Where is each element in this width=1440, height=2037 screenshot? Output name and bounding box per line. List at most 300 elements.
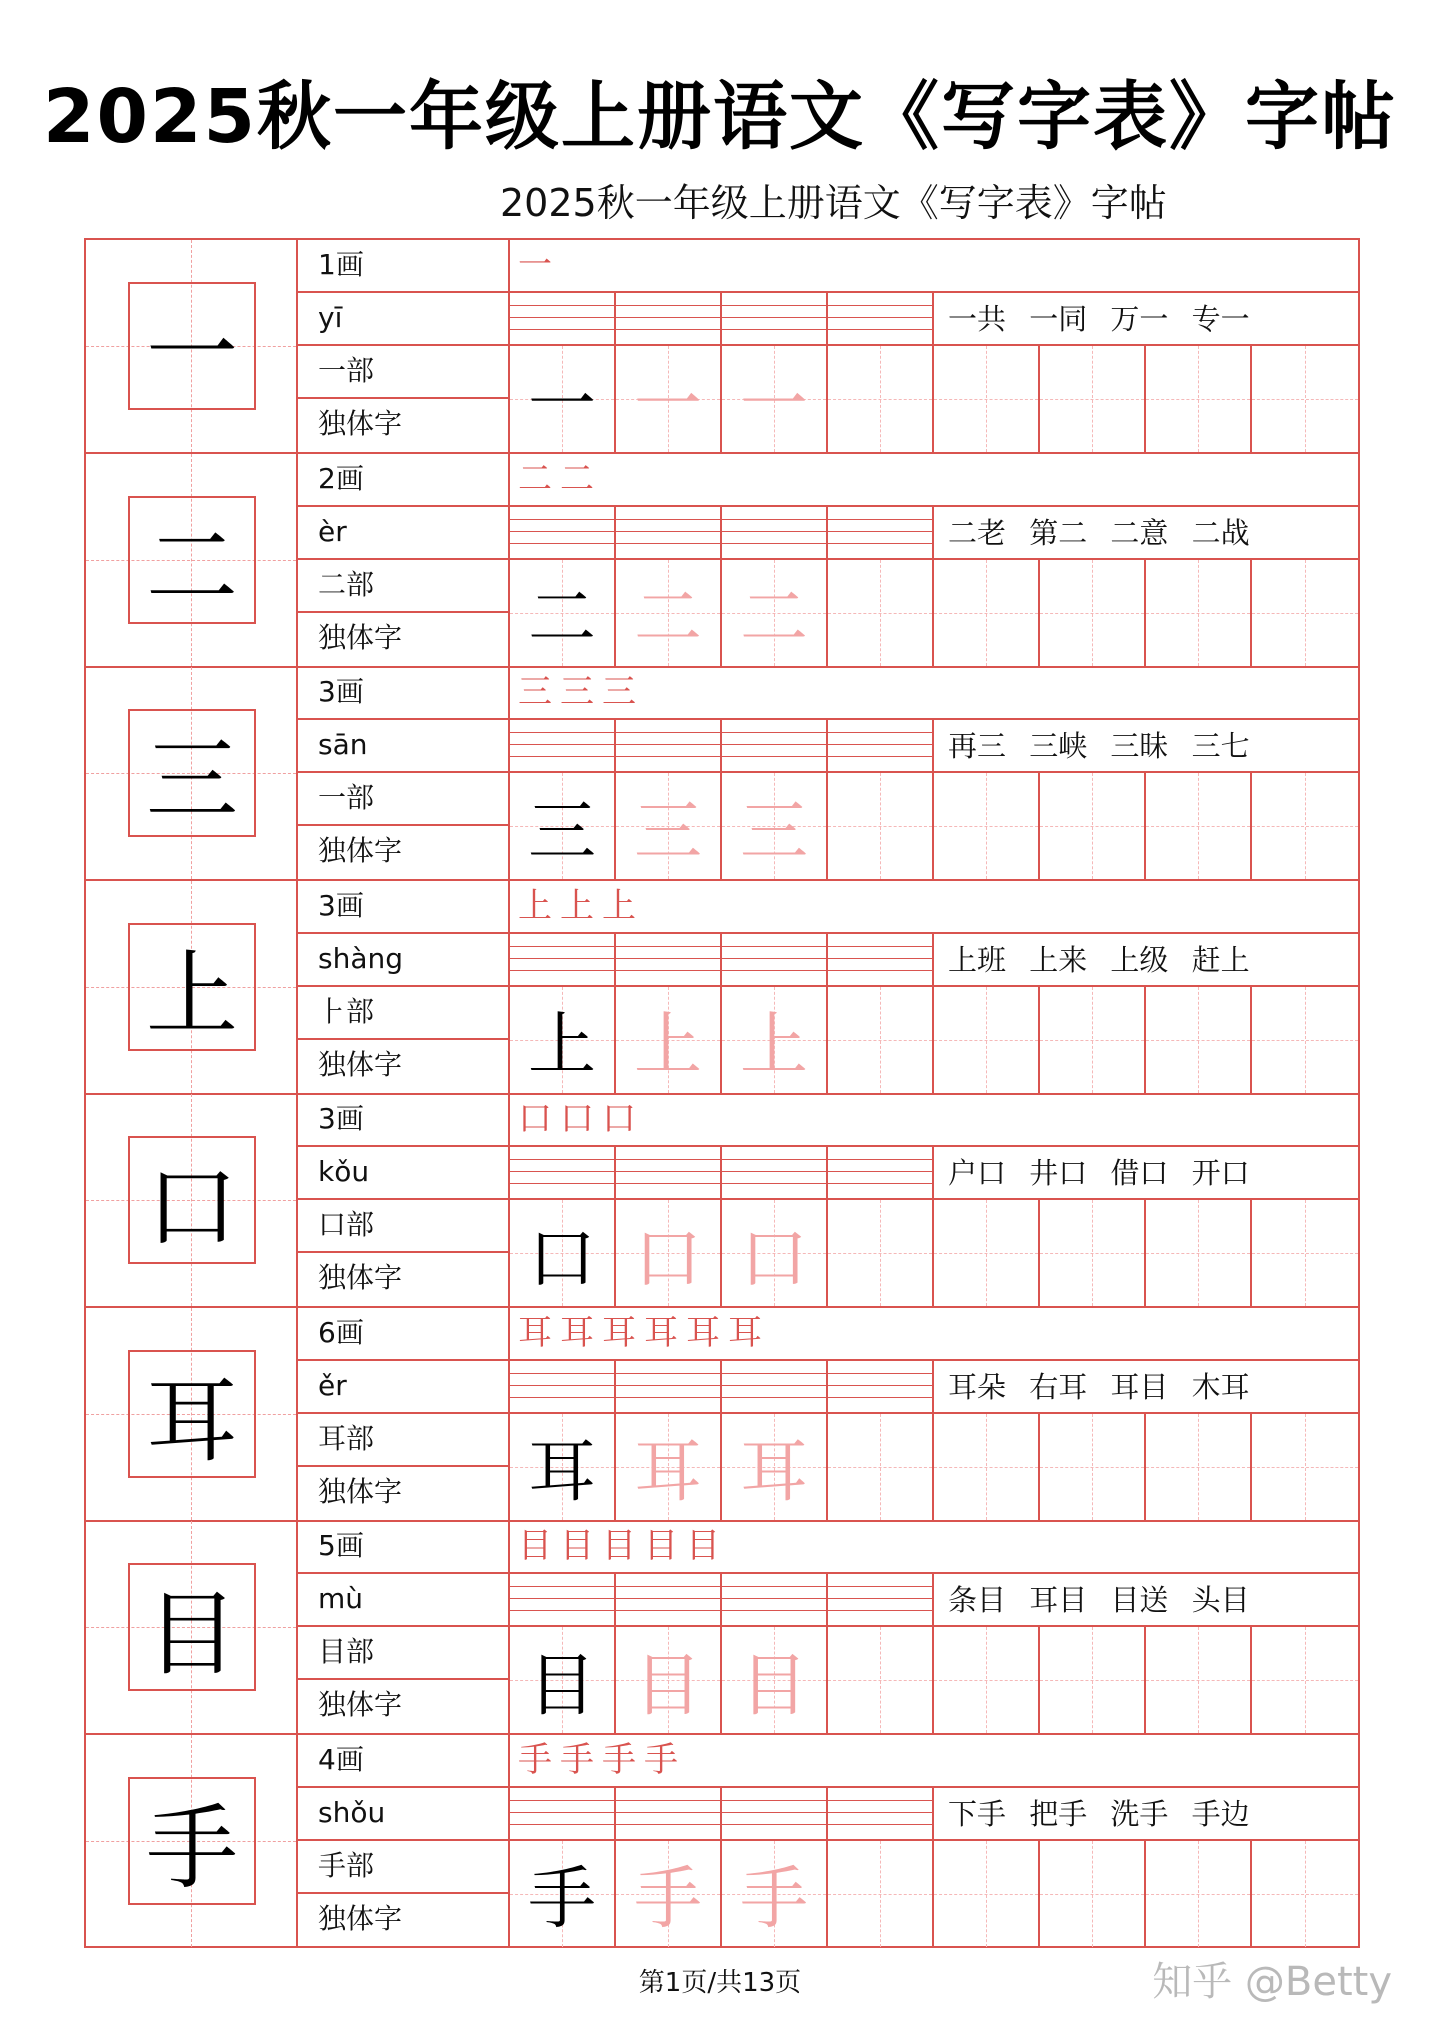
guide-line-v <box>1305 1627 1306 1733</box>
pinyin-line <box>828 317 932 318</box>
guide-line-v <box>880 773 881 879</box>
pinyin-line <box>510 1171 614 1172</box>
pinyin-cell[interactable] <box>828 1361 934 1412</box>
trace-char: 三 <box>633 792 702 872</box>
guide-line-v <box>880 1627 881 1733</box>
practice-cell[interactable] <box>828 560 934 666</box>
trace-char: 手 <box>633 1860 702 1939</box>
practice-cell[interactable] <box>510 1841 616 1947</box>
stroke-order: 三三三 <box>510 667 1358 720</box>
practice-cells <box>510 1200 1358 1306</box>
guide-line-v <box>1198 560 1199 666</box>
guide-line-v <box>1198 1414 1199 1520</box>
pinyin-line <box>510 1159 614 1160</box>
practice-cell[interactable] <box>616 987 722 1093</box>
guide-line-v <box>986 1200 987 1306</box>
pinyin-cell[interactable] <box>510 1788 616 1839</box>
stroke-order: 手手手手 <box>510 1735 1358 1788</box>
pinyin-line <box>722 732 826 733</box>
pinyin-cell[interactable] <box>616 720 722 771</box>
practice-cells <box>510 773 1358 879</box>
pinyin-cell[interactable] <box>616 1574 722 1625</box>
guide-line-v <box>986 346 987 452</box>
practice-cell[interactable] <box>1146 1627 1252 1733</box>
practice-cell[interactable] <box>934 1841 1040 1947</box>
pinyin-line <box>828 1586 932 1587</box>
pinyin-line <box>722 970 826 971</box>
pinyin-cell[interactable] <box>722 293 828 344</box>
stroke-order: 目目目目目 <box>510 1521 1358 1574</box>
pinyin-line <box>722 1183 826 1184</box>
model-char: 二 <box>527 579 596 658</box>
pinyin-line <box>828 1800 932 1801</box>
pinyin-line <box>828 946 932 947</box>
main-char: 三 <box>128 709 256 837</box>
page-counter: 第1页/共13页 <box>638 1968 802 1998</box>
trace-char: 口 <box>633 1219 702 1299</box>
guide-line-v <box>986 1627 987 1733</box>
trace-char: 耳 <box>739 1433 808 1512</box>
pinyin-cell[interactable] <box>510 720 616 771</box>
guide-line-v <box>1092 773 1093 879</box>
trace-char: 手 <box>739 1860 808 1939</box>
main-char: 上 <box>128 923 256 1051</box>
pinyin-writing-grid[interactable] <box>510 1361 934 1414</box>
pinyin-line <box>722 329 826 330</box>
pinyin-line <box>510 1385 614 1386</box>
practice-cell[interactable] <box>510 1414 616 1520</box>
pinyin-line <box>828 329 932 330</box>
pinyin-cell[interactable] <box>722 1147 828 1198</box>
pinyin-writing-grid[interactable] <box>510 1574 934 1627</box>
practice-cell[interactable] <box>934 560 1040 666</box>
practice-cell[interactable] <box>828 773 934 879</box>
pinyin-line <box>510 329 614 330</box>
guide-line-v <box>1305 560 1306 666</box>
pinyin-line <box>510 519 614 520</box>
main-char-cell <box>86 240 298 452</box>
model-char: 口 <box>527 1219 596 1299</box>
pinyin-cell[interactable] <box>722 507 828 558</box>
pinyin-line <box>510 1800 614 1801</box>
pinyin-cell[interactable] <box>616 1361 722 1412</box>
practice-cells <box>510 560 1358 666</box>
practice-cells <box>510 346 1358 452</box>
trace-char: 上 <box>633 1006 702 1085</box>
pinyin-line <box>616 1385 720 1386</box>
practice-cell[interactable] <box>510 1200 616 1306</box>
guide-line-v <box>1305 773 1306 879</box>
practice-cell[interactable] <box>934 1200 1040 1306</box>
trace-char: 一 <box>739 365 808 445</box>
practice-cell[interactable] <box>1146 1841 1252 1947</box>
trace-char: 上 <box>739 1006 808 1085</box>
pinyin-cell[interactable] <box>828 1147 934 1198</box>
char-info <box>298 1308 510 1520</box>
main-char: 二 <box>128 496 256 624</box>
practice-cell[interactable] <box>1040 987 1146 1093</box>
guide-line-v <box>880 1841 881 1947</box>
pinyin-line <box>510 756 614 757</box>
practice-cell[interactable] <box>1146 987 1252 1093</box>
char-row <box>86 1521 1358 1735</box>
practice-cell[interactable] <box>934 1414 1040 1520</box>
guide-line-v <box>1092 1414 1093 1520</box>
pinyin-cell[interactable] <box>828 1574 934 1625</box>
practice-cell[interactable] <box>1146 1414 1252 1520</box>
char-row <box>86 1735 1358 1949</box>
trace-char: 二 <box>633 579 702 658</box>
guide-line-v <box>986 1841 987 1947</box>
practice-cell[interactable] <box>722 346 828 452</box>
model-char: 三 <box>527 792 596 872</box>
pinyin-line <box>722 543 826 544</box>
trace-char: 一 <box>633 365 702 445</box>
pinyin-writing-grid[interactable] <box>510 507 934 560</box>
pinyin-line <box>828 1159 932 1160</box>
structure: 独体字 <box>318 1688 403 1721</box>
pinyin-line <box>722 1397 826 1398</box>
practice-cell[interactable] <box>1252 1414 1358 1520</box>
char-row <box>86 1308 1358 1522</box>
pinyin: kǒu <box>298 1147 508 1200</box>
guide-line-v <box>1198 1841 1199 1947</box>
main-char: 手 <box>128 1777 256 1905</box>
pinyin-line <box>616 1159 720 1160</box>
practice-cell[interactable] <box>1252 1200 1358 1306</box>
watermark: 知乎 @Betty <box>1152 1959 1392 2005</box>
practice-cell[interactable] <box>1146 346 1252 452</box>
pinyin-cell[interactable] <box>722 1361 828 1412</box>
practice-cells <box>510 1841 1358 1947</box>
practice-cell[interactable] <box>510 346 616 452</box>
pinyin-line <box>616 1397 720 1398</box>
pinyin-cell[interactable] <box>722 934 828 985</box>
stroke-order: 耳耳耳耳耳耳 <box>510 1308 1358 1361</box>
example-words: 二老 第二 二意 二战 <box>934 507 1358 560</box>
pinyin-line <box>616 1824 720 1825</box>
practice-cell[interactable] <box>1040 346 1146 452</box>
stroke-order: 口口口 <box>510 1094 1358 1147</box>
pinyin: shàng <box>298 934 508 987</box>
pinyin-line <box>722 1598 826 1599</box>
pinyin-line <box>510 732 614 733</box>
pinyin-cell[interactable] <box>616 293 722 344</box>
radical: 一部 <box>298 346 508 399</box>
pinyin-writing-grid[interactable] <box>510 1147 934 1200</box>
char-row <box>86 454 1358 668</box>
pinyin-line <box>722 317 826 318</box>
guide-line-v <box>986 773 987 879</box>
pinyin-line <box>616 732 720 733</box>
stroke-count: 6画 <box>298 1308 508 1361</box>
main-char-cell <box>86 1521 298 1733</box>
practice-cell[interactable] <box>1252 1841 1358 1947</box>
pinyin-line <box>616 317 720 318</box>
pinyin-line <box>616 958 720 959</box>
guide-line-v <box>986 560 987 666</box>
practice-cell[interactable] <box>1040 560 1146 666</box>
practice-cell[interactable] <box>616 346 722 452</box>
trace-char: 口 <box>739 1219 808 1299</box>
pinyin-line <box>722 1171 826 1172</box>
pinyin-line <box>616 1800 720 1801</box>
practice-cell[interactable] <box>510 773 616 879</box>
practice-cell[interactable] <box>828 1841 934 1947</box>
pinyin-line <box>510 958 614 959</box>
pinyin-writing-grid[interactable] <box>510 934 934 987</box>
practice-cell[interactable] <box>934 987 1040 1093</box>
guide-line-v <box>1198 987 1199 1093</box>
guide-line-v <box>1305 1200 1306 1306</box>
pinyin-line <box>722 756 826 757</box>
char-info <box>298 1094 510 1306</box>
radical: 一部 <box>298 773 508 826</box>
practice-cell[interactable] <box>722 1841 828 1947</box>
pinyin-line <box>828 531 932 532</box>
practice-cell[interactable] <box>616 1414 722 1520</box>
pinyin-line <box>828 305 932 306</box>
practice-cells <box>510 1627 1358 1733</box>
pinyin-line <box>828 1812 932 1813</box>
radical: 口部 <box>298 1200 508 1253</box>
pinyin-line <box>828 1373 932 1374</box>
char-row <box>86 881 1358 1095</box>
pinyin: sān <box>298 720 508 773</box>
practice-cell[interactable] <box>828 987 934 1093</box>
pinyin-line <box>722 1586 826 1587</box>
guide-line-v <box>1092 1200 1093 1306</box>
practice-cell[interactable] <box>828 1627 934 1733</box>
pinyin-line <box>616 1610 720 1611</box>
stroke-count: 2画 <box>298 454 508 507</box>
practice-cell[interactable] <box>1252 346 1358 452</box>
practice-cell[interactable] <box>828 1200 934 1306</box>
guide-line-v <box>1092 1627 1093 1733</box>
example-words: 一共 一同 万一 专一 <box>934 293 1358 346</box>
radical: 手部 <box>298 1841 508 1894</box>
practice-cell[interactable] <box>616 1627 722 1733</box>
stroke-count: 1画 <box>298 240 508 293</box>
main-char-cell <box>86 1094 298 1306</box>
pinyin-writing-grid[interactable] <box>510 720 934 773</box>
pinyin: yī <box>298 293 508 346</box>
pinyin-cell[interactable] <box>828 507 934 558</box>
model-char: 手 <box>527 1860 596 1939</box>
practice-cell[interactable] <box>934 346 1040 452</box>
practice-cell[interactable] <box>1252 560 1358 666</box>
practice-cell[interactable] <box>1040 1841 1146 1947</box>
practice-cell[interactable] <box>722 560 828 666</box>
structure: 独体字 <box>318 620 403 654</box>
guide-line-v <box>880 1414 881 1520</box>
pinyin-cell[interactable] <box>510 1574 616 1625</box>
practice-cell[interactable] <box>616 773 722 879</box>
char-info <box>298 667 510 879</box>
pinyin-line <box>828 970 932 971</box>
pinyin-line <box>828 1598 932 1599</box>
pinyin-line <box>616 305 720 306</box>
pinyin-line <box>828 1171 932 1172</box>
model-char: 上 <box>527 1006 596 1085</box>
pinyin-cell[interactable] <box>722 1788 828 1839</box>
practice-cell[interactable] <box>510 987 616 1093</box>
main-char: 目 <box>128 1563 256 1691</box>
pinyin-line <box>616 1812 720 1813</box>
structure: 独体字 <box>318 1901 403 1935</box>
pinyin-line <box>722 305 826 306</box>
example-words: 户口 井口 借口 开口 <box>934 1147 1358 1200</box>
main-char: 一 <box>128 282 256 410</box>
practice-cell[interactable] <box>722 1200 828 1306</box>
practice-cell[interactable] <box>1146 1200 1252 1306</box>
practice-cell[interactable] <box>722 1627 828 1733</box>
practice-cell[interactable] <box>934 773 1040 879</box>
guide-line-v <box>1092 1841 1093 1947</box>
structure: 独体字 <box>318 834 403 867</box>
guide-line-v <box>1198 1200 1199 1306</box>
pinyin-line <box>722 1812 826 1813</box>
pinyin-line <box>722 958 826 959</box>
practice-cell[interactable] <box>616 560 722 666</box>
practice-cell[interactable] <box>616 1200 722 1306</box>
practice-cell[interactable] <box>828 1414 934 1520</box>
pinyin-cell[interactable] <box>828 1788 934 1839</box>
main-char-cell <box>86 1308 298 1520</box>
guide-line-v <box>1305 987 1306 1093</box>
pinyin-line <box>510 1812 614 1813</box>
practice-cells <box>510 987 1358 1093</box>
guide-line-v <box>1198 1627 1199 1733</box>
practice-cell[interactable] <box>1252 773 1358 879</box>
pinyin-line <box>616 744 720 745</box>
pinyin-cell[interactable] <box>616 934 722 985</box>
pinyin-line <box>616 543 720 544</box>
pinyin-cell[interactable] <box>828 293 934 344</box>
pinyin-writing-grid[interactable] <box>510 293 934 346</box>
char-row <box>86 1094 1358 1308</box>
pinyin-cell[interactable] <box>616 507 722 558</box>
pinyin: ěr <box>298 1361 508 1414</box>
radical: 耳部 <box>298 1414 508 1467</box>
guide-line-v <box>880 987 881 1093</box>
pinyin-line <box>616 531 720 532</box>
trace-char: 目 <box>739 1646 808 1726</box>
practice-cell[interactable] <box>1146 773 1252 879</box>
guide-line-v <box>1305 1841 1306 1947</box>
practice-cell[interactable] <box>1252 987 1358 1093</box>
pinyin-line <box>616 1586 720 1587</box>
guide-line-v <box>1198 773 1199 879</box>
structure: 独体字 <box>318 1261 403 1294</box>
pinyin-line <box>510 970 614 971</box>
practice-cell[interactable] <box>1146 560 1252 666</box>
guide-line-v <box>986 987 987 1093</box>
pinyin-line <box>722 1800 826 1801</box>
practice-cell[interactable] <box>1040 1200 1146 1306</box>
guide-line-v <box>1092 346 1093 452</box>
guide-line-v <box>986 1414 987 1520</box>
practice-cell[interactable] <box>722 1414 828 1520</box>
pinyin-line <box>616 519 720 520</box>
pinyin-line <box>510 543 614 544</box>
pinyin-cell[interactable] <box>616 1147 722 1198</box>
trace-char: 耳 <box>633 1433 702 1512</box>
pinyin-line <box>616 756 720 757</box>
practice-cell[interactable] <box>616 1841 722 1947</box>
pinyin-line <box>616 970 720 971</box>
pinyin-line <box>722 1159 826 1160</box>
practice-cell[interactable] <box>1040 1627 1146 1733</box>
pinyin-line <box>510 1397 614 1398</box>
pinyin-line <box>828 1397 932 1398</box>
pinyin-writing-grid[interactable] <box>510 1788 934 1841</box>
pinyin-cell[interactable] <box>722 720 828 771</box>
guide-line-v <box>1092 987 1093 1093</box>
pinyin-cell[interactable] <box>722 1574 828 1625</box>
example-words: 再三 三峡 三昧 三七 <box>934 720 1358 773</box>
example-words: 条目 耳目 目送 头目 <box>934 1574 1358 1627</box>
pinyin-cell[interactable] <box>510 1147 616 1198</box>
model-char: 一 <box>527 365 596 445</box>
practice-cell[interactable] <box>828 346 934 452</box>
page-subtitle: 2025秋一年级上册语文《写字表》字帖 <box>500 181 1167 225</box>
stroke-count: 4画 <box>298 1735 508 1788</box>
pinyin-line <box>616 1183 720 1184</box>
pinyin-line <box>510 531 614 532</box>
pinyin-cell[interactable] <box>828 934 934 985</box>
practice-cell[interactable] <box>934 1627 1040 1733</box>
practice-cell[interactable] <box>510 1627 616 1733</box>
pinyin: èr <box>298 507 508 560</box>
pinyin-line <box>828 1183 932 1184</box>
guide-line-v <box>1305 1414 1306 1520</box>
pinyin-line <box>722 946 826 947</box>
example-words: 耳朵 右耳 耳目 木耳 <box>934 1361 1358 1414</box>
stroke-order: 上上上 <box>510 881 1358 934</box>
practice-cell[interactable] <box>722 987 828 1093</box>
pinyin-line <box>828 732 932 733</box>
stroke-order: 二二 <box>510 454 1358 507</box>
pinyin-cell[interactable] <box>510 507 616 558</box>
pinyin: mù <box>298 1574 508 1627</box>
pinyin-cell[interactable] <box>510 1361 616 1412</box>
pinyin-line <box>510 1586 614 1587</box>
pinyin-line <box>722 519 826 520</box>
structure: 独体字 <box>318 407 403 440</box>
pinyin-line <box>616 1598 720 1599</box>
practice-cell[interactable] <box>1040 1414 1146 1520</box>
practice-cell[interactable] <box>1040 773 1146 879</box>
main-char-cell <box>86 454 298 666</box>
char-row <box>86 240 1358 454</box>
pinyin-line <box>510 1183 614 1184</box>
pinyin-cell[interactable] <box>616 1788 722 1839</box>
guide-line-v <box>1305 346 1306 452</box>
example-words: 下手 把手 洗手 手边 <box>934 1788 1358 1841</box>
pinyin-cell[interactable] <box>510 293 616 344</box>
practice-cell[interactable] <box>510 560 616 666</box>
practice-cell[interactable] <box>1252 1627 1358 1733</box>
pinyin-line <box>510 1598 614 1599</box>
guide-line-v <box>880 560 881 666</box>
pinyin-cell[interactable] <box>828 720 934 771</box>
stroke-count: 3画 <box>298 1094 508 1147</box>
practice-cell[interactable] <box>722 773 828 879</box>
radical: 二部 <box>298 560 508 613</box>
main-char: 耳 <box>128 1350 256 1478</box>
pinyin-cell[interactable] <box>510 934 616 985</box>
